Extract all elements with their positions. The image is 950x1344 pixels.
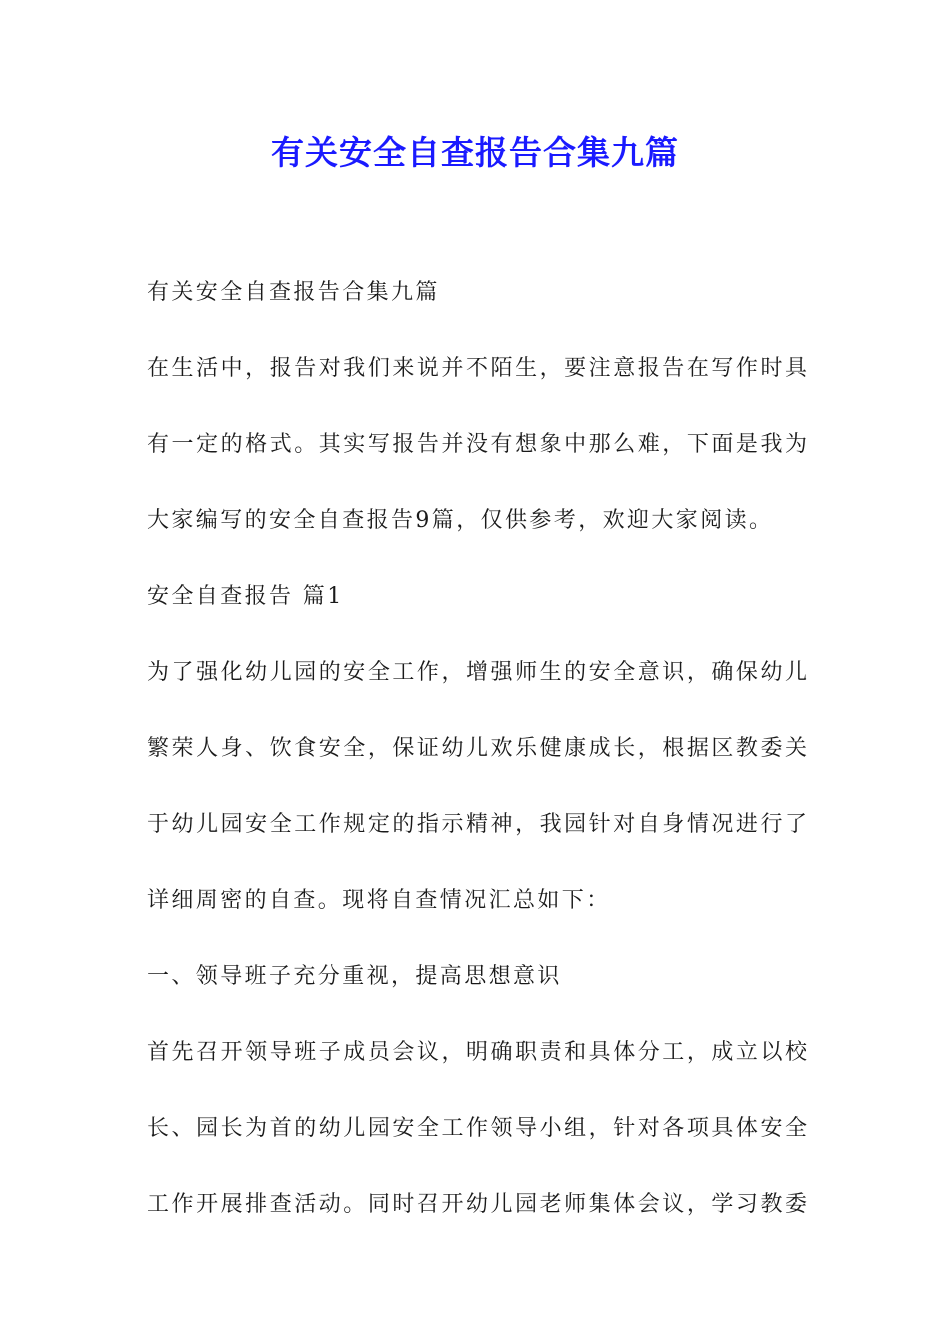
- paragraph-line: 在生活中，报告对我们来说并不陌生，要注意报告在写作时具: [147, 356, 807, 381]
- paragraph-line: 繁荣人身、饮食安全，保证幼儿欢乐健康成长，根据区教委关: [147, 736, 807, 761]
- paragraph-line: 有一定的格式。其实写报告并没有想象中那么难，下面是我为: [147, 432, 807, 457]
- document-title: 有关安全自查报告合集九篇: [271, 133, 679, 172]
- paragraph-line: 为了强化幼儿园的安全工作，增强师生的安全意识，确保幼儿: [147, 660, 807, 685]
- paragraph-line: 于幼儿园安全工作规定的指示精神，我园针对自身情况进行了: [147, 812, 807, 837]
- paragraph-line: 有关安全自查报告合集九篇: [147, 280, 440, 305]
- paragraph-line: 首先召开领导班子成员会议，明确职责和具体分工，成立以校: [147, 1040, 807, 1065]
- paragraph-line: 长、园长为首的幼儿园安全工作领导小组，针对各项具体安全: [147, 1116, 807, 1141]
- section-heading: 安全自查报告 篇1: [147, 584, 344, 609]
- section-heading: 一、领导班子充分重视，提高思想意识: [147, 964, 562, 989]
- paragraph-line: 工作开展排查活动。同时召开幼儿园老师集体会议，学习教委: [147, 1192, 807, 1217]
- paragraph-line: 详细周密的自查。现将自查情况汇总如下：: [147, 888, 611, 913]
- document-body: [147, 255, 807, 1243]
- paragraph-line: 大家编写的安全自查报告9篇，仅供参考，欢迎大家阅读。: [147, 508, 774, 533]
